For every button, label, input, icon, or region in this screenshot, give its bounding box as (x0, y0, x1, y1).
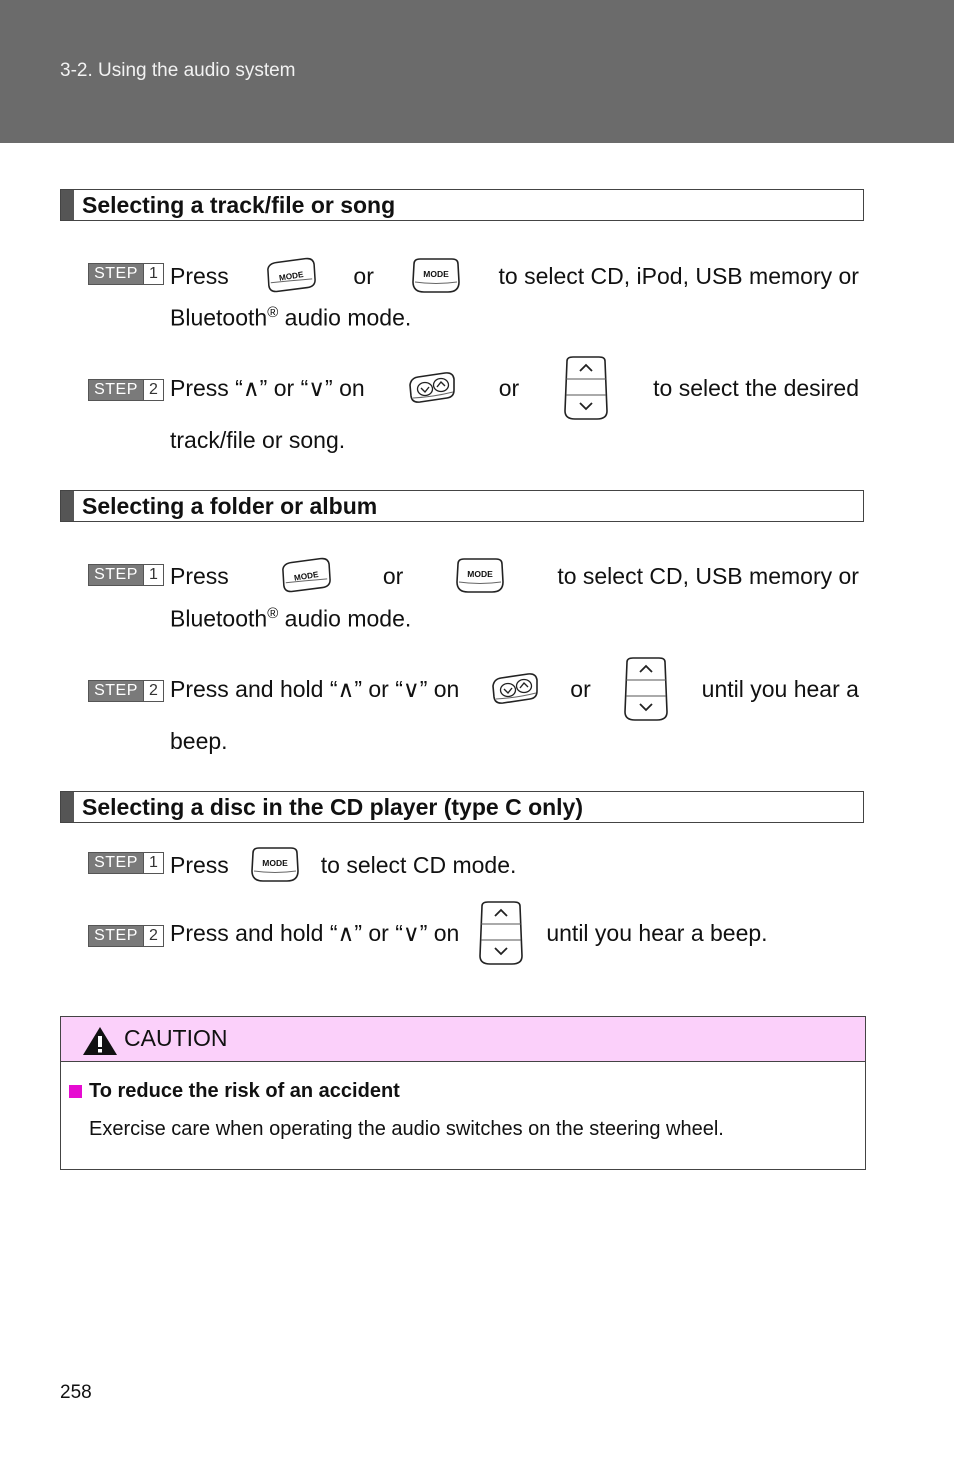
step-badge (88, 925, 164, 947)
mode-button-icon (265, 257, 317, 295)
step-text: or (570, 675, 591, 702)
seek-button-icon (490, 672, 540, 706)
caution-text: Exercise care when operating the audio switches on the steering wheel. (89, 1118, 724, 1140)
step-continuation: Bluetooth® audio mode. (170, 605, 412, 632)
step-number: 1 (143, 853, 163, 873)
step-continuation: Bluetooth® audio mode. (170, 304, 412, 331)
step-text: to select the desired (653, 374, 859, 401)
step-line (170, 556, 859, 596)
step-line (170, 845, 859, 885)
step-text: Press (170, 262, 229, 289)
step-number: 2 (143, 380, 163, 400)
step-text: or (353, 262, 374, 289)
mode-switch-icon (410, 257, 462, 295)
step-number: 1 (143, 565, 163, 585)
mode-switch-icon (249, 846, 301, 884)
step-word: STEP (89, 853, 143, 873)
step-word: STEP (89, 264, 143, 284)
step-text: or (498, 374, 520, 401)
step-line (170, 355, 859, 421)
heading-marker (61, 491, 74, 521)
up-down-switch-icon (621, 656, 671, 722)
step-badge (88, 564, 164, 586)
step-text: until you hear a beep. (546, 919, 768, 946)
page-number: 258 (60, 1382, 92, 1403)
step-text: to select CD, USB memory or (557, 562, 859, 589)
caution-title: To reduce the risk of an accident (89, 1080, 400, 1102)
mode-switch-icon (454, 557, 506, 595)
step-text: until you hear a (701, 675, 859, 702)
step-text: Press and hold “∧” or “∨” on (170, 675, 460, 702)
step-text: to select CD, iPod, USB memory or (498, 262, 859, 289)
mode-button-icon (280, 557, 332, 595)
step-continuation: beep. (170, 728, 228, 754)
step-badge (88, 680, 164, 702)
step-word: STEP (89, 926, 143, 946)
section-heading-track (60, 189, 864, 221)
step-line (170, 900, 859, 966)
step-text: Press (170, 562, 229, 589)
registered-mark: ® (267, 304, 279, 321)
page-header (0, 0, 954, 143)
section-title: Selecting a folder or album (82, 493, 378, 519)
step-word: STEP (89, 380, 143, 400)
section-heading-disc (60, 791, 864, 823)
step-text: Press “∧” or “∨” on (170, 374, 365, 401)
seek-button-icon (407, 371, 457, 405)
step-number: 1 (143, 264, 163, 284)
step-badge (88, 263, 164, 285)
caution-label: CAUTION (124, 1025, 228, 1051)
step-line (170, 256, 859, 296)
step-text: Press (170, 851, 229, 878)
up-down-switch-icon (561, 355, 611, 421)
step-text: Press and hold “∧” or “∨” on (170, 919, 460, 946)
bullet-square (69, 1085, 82, 1098)
step-number: 2 (143, 681, 163, 701)
step-badge (88, 379, 164, 401)
registered-mark: ® (267, 605, 279, 622)
step-badge (88, 852, 164, 874)
step-number: 2 (143, 926, 163, 946)
step-word: STEP (89, 681, 143, 701)
section-heading-folder (60, 490, 864, 522)
caution-box (60, 1016, 866, 1170)
caution-header (61, 1017, 865, 1062)
up-down-switch-icon (476, 900, 526, 966)
step-word: STEP (89, 565, 143, 585)
step-text: or (382, 562, 404, 589)
header-title: 3-2. Using the audio system (60, 60, 296, 81)
step-continuation: track/file or song. (170, 427, 346, 453)
section-title: Selecting a disc in the CD player (type C only) (82, 794, 584, 820)
heading-marker (61, 190, 74, 220)
warning-icon (81, 1025, 119, 1057)
step-line (170, 656, 859, 722)
heading-marker (61, 792, 74, 822)
section-title: Selecting a track/file or song (82, 192, 396, 218)
step-text: to select CD mode. (320, 851, 517, 878)
